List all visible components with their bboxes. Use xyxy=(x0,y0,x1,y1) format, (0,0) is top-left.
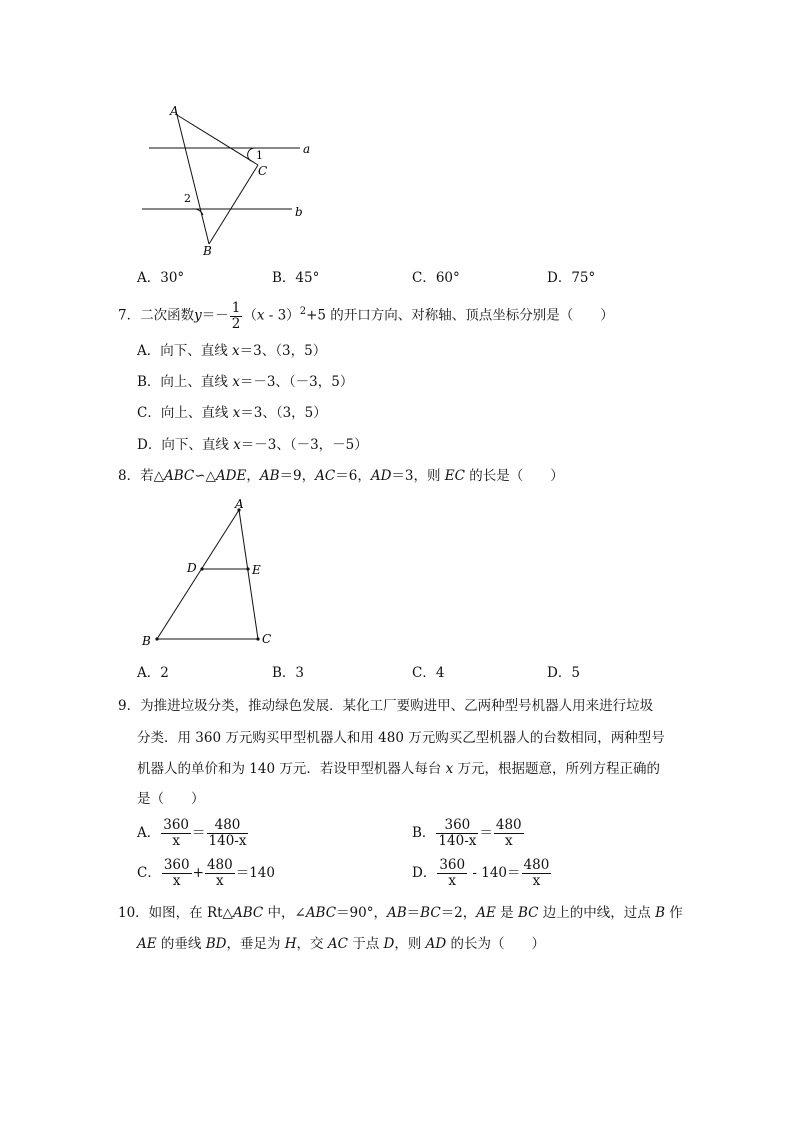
q7-a-x: x xyxy=(232,343,240,359)
q9-l3-post: 万元，根据题意，所列方程正确的 xyxy=(453,761,661,777)
q9-d-frac-1 xyxy=(437,858,467,889)
q6-options xyxy=(0,269,794,287)
q10-line-2 xyxy=(137,935,545,953)
figure-triangle-ade xyxy=(130,498,290,654)
q9-option-b[interactable] xyxy=(412,816,525,850)
q8-ad: AD xyxy=(370,468,392,484)
q10-ae2: AE xyxy=(137,936,157,952)
q7-stem xyxy=(118,296,614,332)
q7-c-post: ＝3、（3，5） xyxy=(240,405,327,421)
q9-d-n2: 480 xyxy=(523,857,550,873)
q8-sim: ∽△ xyxy=(194,468,216,484)
q7-a-pre: A．向下、直线 xyxy=(137,343,233,359)
point-B xyxy=(155,637,158,640)
point-C xyxy=(256,637,259,640)
q8-tail: 的长是（ ） xyxy=(464,468,564,484)
q10-p12: 于点 xyxy=(347,936,384,952)
q9-a-eq: ＝ xyxy=(192,825,206,841)
q9-b-frac-2 xyxy=(494,818,524,849)
q10-p14: 的长为（ ） xyxy=(446,936,546,952)
q8-option-b[interactable]: B．3 xyxy=(272,665,305,681)
figure-parallel-lines-triangle xyxy=(130,95,330,265)
q9-a-frac-1 xyxy=(161,818,191,849)
q10-line-1 xyxy=(118,904,683,922)
q10-p3: ＝90°， xyxy=(336,905,387,921)
q7-a-post: ＝3、（3，5） xyxy=(239,343,327,359)
q7-eq: ＝－ xyxy=(201,307,229,324)
q6-option-a[interactable]: A．30° xyxy=(137,270,185,286)
q10-p11: ，交 xyxy=(296,936,328,952)
q7-sup: 2 xyxy=(299,306,307,317)
label-D: D xyxy=(187,561,197,575)
q9-a-frac-2 xyxy=(207,818,249,849)
q8-ec: EC xyxy=(444,468,465,484)
q9-b-d2: x xyxy=(504,833,513,849)
q9-a-n2: 480 xyxy=(207,818,249,834)
q7-prefix: 7．二次函数 xyxy=(118,307,195,324)
q10-p13: ，则 xyxy=(394,936,426,952)
q9-d-label: D． xyxy=(412,865,437,881)
label-A: A xyxy=(170,104,179,118)
q7-fraction xyxy=(230,301,243,332)
q10-h: H xyxy=(284,936,297,952)
q7-post: +5 的开口方向、对称轴、顶点坐标分别是（ ） xyxy=(306,307,614,324)
q7-c-x: x xyxy=(232,405,241,421)
q7-option-b[interactable] xyxy=(137,373,353,391)
q9-c-label: C． xyxy=(137,865,161,881)
q10-p4: ＝ xyxy=(406,905,421,921)
q9-b-eq: ＝ xyxy=(479,825,493,841)
q7-open: （ xyxy=(243,307,257,324)
q8-v2: ＝6， xyxy=(335,468,371,484)
q9-option-a[interactable] xyxy=(137,816,249,850)
label-C: C xyxy=(262,632,272,646)
q7-option-d[interactable] xyxy=(137,436,368,454)
q8-c1: ， xyxy=(246,468,260,484)
label-B: B xyxy=(142,634,151,648)
q9-l3-x: x xyxy=(445,761,454,777)
q8-option-d[interactable]: D．5 xyxy=(547,665,580,681)
q6-option-c[interactable]: C．60° xyxy=(412,270,460,286)
q7-d-post: ＝－3、（－3，－5） xyxy=(240,437,368,453)
q10-ad: AD xyxy=(425,936,447,952)
q10-p6: 是 xyxy=(495,905,518,921)
label-E: E xyxy=(252,563,261,577)
q10-b: B xyxy=(655,905,666,921)
q9-c-frac-2 xyxy=(205,858,235,889)
segment-BC xyxy=(209,165,258,244)
q7-c-pre: C．向上、直线 xyxy=(137,405,233,421)
q7-b-x: x xyxy=(232,374,240,390)
q9-d-d2: x xyxy=(532,873,541,889)
q9-c-plus: + xyxy=(192,865,204,881)
q10-bc: BC xyxy=(420,905,441,921)
q8-v1: ＝9， xyxy=(279,468,316,484)
q9-b-n2: 480 xyxy=(495,817,522,833)
label-2: 2 xyxy=(184,192,191,205)
q10-p5: ＝2， xyxy=(440,905,477,921)
q9-line-2: 分类．用 360 万元购买甲型机器人和用 480 万元购买乙型机器人的台数相同，两种型号 xyxy=(137,730,665,746)
q9-b-n1: 360 xyxy=(436,818,478,834)
label-b: b xyxy=(295,205,303,219)
segment-AC xyxy=(177,115,258,165)
q9-d-mid: - 140＝ xyxy=(468,865,521,881)
q8-option-c[interactable]: C．4 xyxy=(412,665,445,681)
q8-t1: 8．若△ xyxy=(118,468,164,484)
q7-x: x xyxy=(256,307,265,324)
q10-p7: 边上的中线，过点 xyxy=(538,905,656,921)
q9-c-d1: x xyxy=(172,873,181,889)
q9-option-d[interactable] xyxy=(412,856,552,890)
q8-options xyxy=(0,664,794,682)
q9-d-n1: 360 xyxy=(439,857,466,873)
q7-rest: - 3） xyxy=(264,307,300,324)
point-D xyxy=(200,567,203,570)
q7-option-c[interactable] xyxy=(137,404,327,422)
q7-d-x: x xyxy=(233,437,241,453)
q10-ae: AE xyxy=(476,905,496,921)
q10-d: D xyxy=(383,936,395,952)
q9-a-n1: 360 xyxy=(163,817,190,833)
q7-option-a[interactable] xyxy=(137,342,326,360)
q6-option-d[interactable]: D．75° xyxy=(547,270,596,286)
q9-a-d1: x xyxy=(172,833,180,849)
q9-c-n1: 360 xyxy=(163,857,190,873)
angle-1-arc xyxy=(248,148,254,161)
q8-ade: ADE xyxy=(215,468,247,484)
q9-a-label: A． xyxy=(137,825,161,841)
q9-c-frac-1 xyxy=(162,858,192,889)
q9-b-d1: 140-x xyxy=(438,833,477,849)
q6-option-b[interactable]: B．45° xyxy=(272,270,320,286)
q10-p8: 作 xyxy=(665,905,683,921)
q9-d-d1: x xyxy=(448,873,457,889)
q10-p9: 的垂线 xyxy=(156,936,206,952)
q8-abc: ABC xyxy=(163,468,195,484)
segment-AB xyxy=(177,115,209,244)
q7-frac-num: 1 xyxy=(231,299,241,316)
q9-b-label: B． xyxy=(412,825,436,841)
label-B: B xyxy=(203,244,212,258)
label-1: 1 xyxy=(256,149,263,162)
q9-c-d2: x xyxy=(216,873,224,889)
q10-bd: BD xyxy=(205,936,227,952)
q10-ac: AC xyxy=(327,936,348,952)
q9-line-1: 9．为推进垃圾分类，推动绿色发展．某化工厂要购进甲、乙两种型号机器人用来进行垃圾 xyxy=(118,698,654,714)
q9-l3-pre: 机器人的单价和为 140 万元．若设甲型机器人每台 xyxy=(137,761,446,777)
q9-line-4: 是（ ） xyxy=(137,791,205,807)
q7-y: y xyxy=(194,307,202,324)
q7-b-pre: B．向上、直线 xyxy=(137,374,233,390)
point-E xyxy=(246,567,249,570)
q10-p1: 10．如图，在 Rt△ xyxy=(118,905,233,921)
q8-ac: AC xyxy=(315,468,336,484)
q7-d-pre: D．向下、直线 xyxy=(137,437,234,453)
q8-stem xyxy=(118,467,564,485)
q10-p2: 中，∠ xyxy=(263,905,306,921)
q10-abc: ABC xyxy=(232,905,264,921)
q9-line-3 xyxy=(137,760,660,778)
q9-a-d2: 140-x xyxy=(208,833,247,849)
q10-ab: AB xyxy=(387,905,407,921)
q10-bc2: BC xyxy=(517,905,539,921)
q9-c-n2: 480 xyxy=(206,857,233,873)
label-A: A xyxy=(235,498,244,511)
q9-b-frac-1 xyxy=(436,818,478,849)
q9-d-frac-2 xyxy=(522,858,552,889)
q7-b-post: ＝－3、（－3，5） xyxy=(239,374,354,390)
segment-AB xyxy=(157,510,239,639)
q10-p10: ，垂足为 xyxy=(226,936,285,952)
label-C: C xyxy=(258,164,268,178)
q7-frac-den: 2 xyxy=(231,315,241,332)
label-a: a xyxy=(303,142,311,156)
q8-v3: ＝3，则 xyxy=(391,468,445,484)
q10-abc2: ABC xyxy=(305,905,337,921)
q9-option-c[interactable] xyxy=(137,856,275,890)
q8-ab: AB xyxy=(259,468,280,484)
q9-c-rhs: ＝140 xyxy=(235,865,275,881)
q8-option-a[interactable]: A．2 xyxy=(137,665,169,681)
